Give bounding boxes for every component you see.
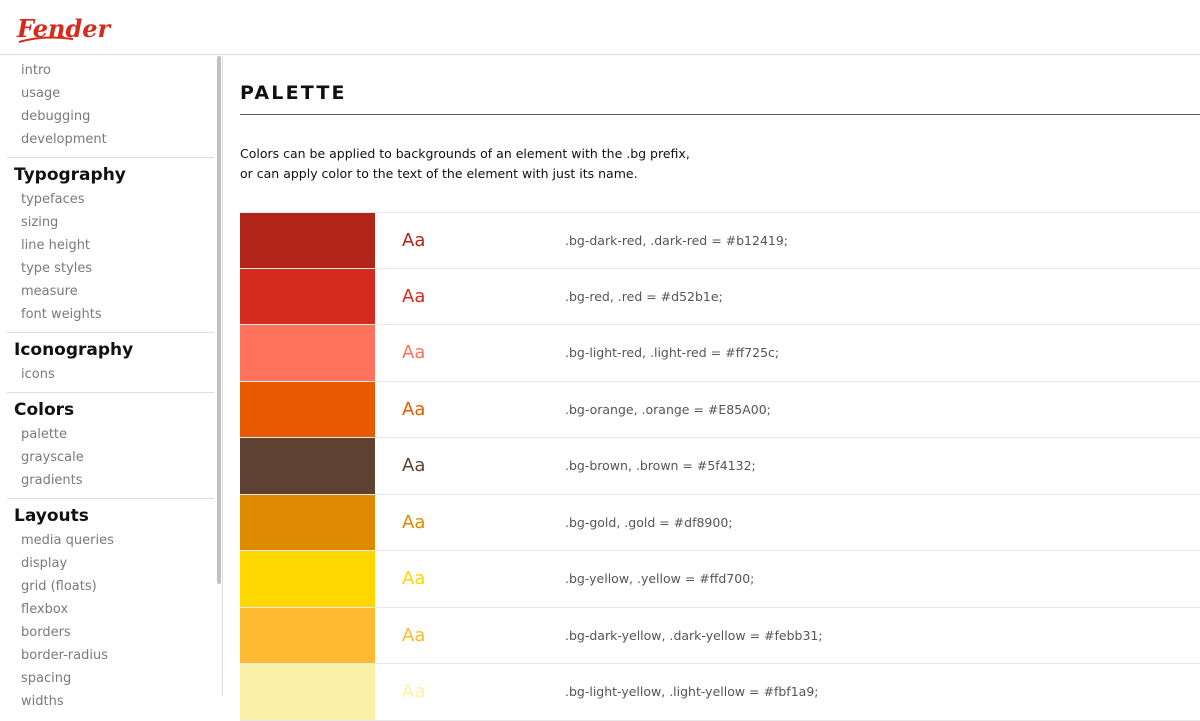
- color-swatch: [240, 551, 375, 607]
- color-swatch: [240, 608, 375, 664]
- main-content: [240, 56, 1200, 702]
- sidebar-item-border-radius[interactable]: border-radius: [21, 648, 108, 663]
- header: [0, 0, 1200, 55]
- color-class-label: .bg-dark-red, .dark-red = #b12419;: [565, 233, 789, 248]
- sidebar-item-line-height[interactable]: line height: [21, 238, 91, 253]
- color-swatch: [240, 325, 375, 381]
- text-sample: Aa: [402, 511, 426, 533]
- sidebar-scrollbar[interactable]: [217, 56, 221, 584]
- fender-logo[interactable]: [13, 9, 111, 47]
- sidebar-item-widths[interactable]: widths: [21, 694, 64, 709]
- color-class-label: .bg-brown, .brown = #5f4132;: [565, 458, 756, 473]
- sidebar-heading[interactable]: Typography: [14, 165, 126, 185]
- sidebar-item-borders[interactable]: borders: [21, 625, 71, 640]
- text-sample: Aa: [402, 568, 426, 589]
- sidebar-item-development[interactable]: development: [21, 132, 107, 147]
- color-row: [240, 551, 1200, 608]
- sidebar-item-flexbox[interactable]: flexbox: [21, 602, 69, 617]
- page-title: PALETTE: [240, 82, 347, 104]
- color-row: [240, 495, 1200, 552]
- text-sample: Aa: [402, 624, 426, 646]
- color-swatch: [240, 382, 375, 438]
- sidebar-item-type-styles[interactable]: type styles: [21, 261, 93, 276]
- sidebar-item-font-weights[interactable]: font weights: [21, 307, 102, 322]
- text-sample: Aa: [402, 342, 426, 363]
- color-row: [240, 382, 1200, 439]
- sidebar-item-typefaces[interactable]: typefaces: [21, 192, 85, 207]
- sidebar-item-usage[interactable]: usage: [21, 86, 61, 101]
- color-class-label: .bg-dark-yellow, .dark-yellow = #febb31;: [565, 627, 823, 643]
- sidebar-item-media-queries[interactable]: media queries: [21, 533, 114, 548]
- intro-line-1: Colors can be applied to backgrounds of an element with the .bg prefix,: [240, 146, 690, 161]
- text-sample: Aa: [402, 230, 426, 251]
- sidebar-item-measure[interactable]: measure: [21, 284, 78, 299]
- color-class-label: .bg-light-yellow, .light-yellow = #fbf1a9;: [565, 684, 819, 699]
- sidebar-item-display[interactable]: display: [21, 556, 68, 571]
- color-class-label: .bg-light-red, .light-red = #ff725c;: [565, 345, 780, 360]
- text-sample: Aa: [402, 398, 426, 420]
- sidebar-item-debugging[interactable]: debugging: [21, 109, 91, 124]
- color-class-label: .bg-orange, .orange = #E85A00;: [565, 401, 771, 417]
- color-row: [240, 212, 1200, 269]
- palette-list: [240, 212, 1200, 721]
- text-sample: Aa: [402, 681, 426, 702]
- sidebar-heading[interactable]: Iconography: [14, 340, 134, 360]
- sidebar-item-gradients[interactable]: gradients: [21, 473, 83, 488]
- sidebar-heading[interactable]: Colors: [14, 400, 75, 420]
- sidebar-group: [7, 499, 214, 719]
- color-swatch: [240, 269, 375, 325]
- sidebar-item-icons[interactable]: icons: [21, 367, 55, 382]
- title-divider: [240, 114, 1200, 115]
- color-class-label: .bg-yellow, .yellow = #ffd700;: [565, 571, 755, 586]
- sidebar-item-grid-floats[interactable]: grid (floats): [21, 579, 97, 594]
- intro-text: [240, 144, 940, 184]
- sidebar-nav: [0, 56, 223, 709]
- color-row: [240, 664, 1200, 721]
- text-sample: Aa: [402, 455, 426, 476]
- sidebar-item-sizing[interactable]: sizing: [21, 215, 59, 230]
- text-sample: Aa: [402, 285, 426, 307]
- color-swatch: [240, 495, 375, 551]
- sidebar-heading[interactable]: Layouts: [14, 506, 89, 526]
- color-swatch: [240, 213, 375, 268]
- svg-text:Fender: Fender: [17, 14, 111, 43]
- color-row: [240, 608, 1200, 665]
- intro-line-2: or can apply color to the text of the element with just its name.: [240, 166, 638, 181]
- color-swatch: [240, 438, 375, 494]
- color-class-label: .bg-gold, .gold = #df8900;: [565, 514, 733, 530]
- color-swatch: [240, 664, 375, 720]
- sidebar-group: [7, 158, 214, 333]
- sidebar-item-intro[interactable]: intro: [21, 63, 51, 78]
- color-class-label: .bg-red, .red = #d52b1e;: [565, 288, 723, 304]
- sidebar-group: [7, 56, 214, 158]
- sidebar-group: [7, 393, 214, 499]
- color-row: [240, 325, 1200, 382]
- sidebar-item-grayscale[interactable]: grayscale: [21, 450, 84, 465]
- color-row: [240, 269, 1200, 326]
- sidebar-group: [7, 333, 214, 393]
- sidebar-item-palette[interactable]: palette: [21, 427, 68, 442]
- sidebar-item-spacing[interactable]: spacing: [21, 671, 72, 686]
- color-row: [240, 438, 1200, 495]
